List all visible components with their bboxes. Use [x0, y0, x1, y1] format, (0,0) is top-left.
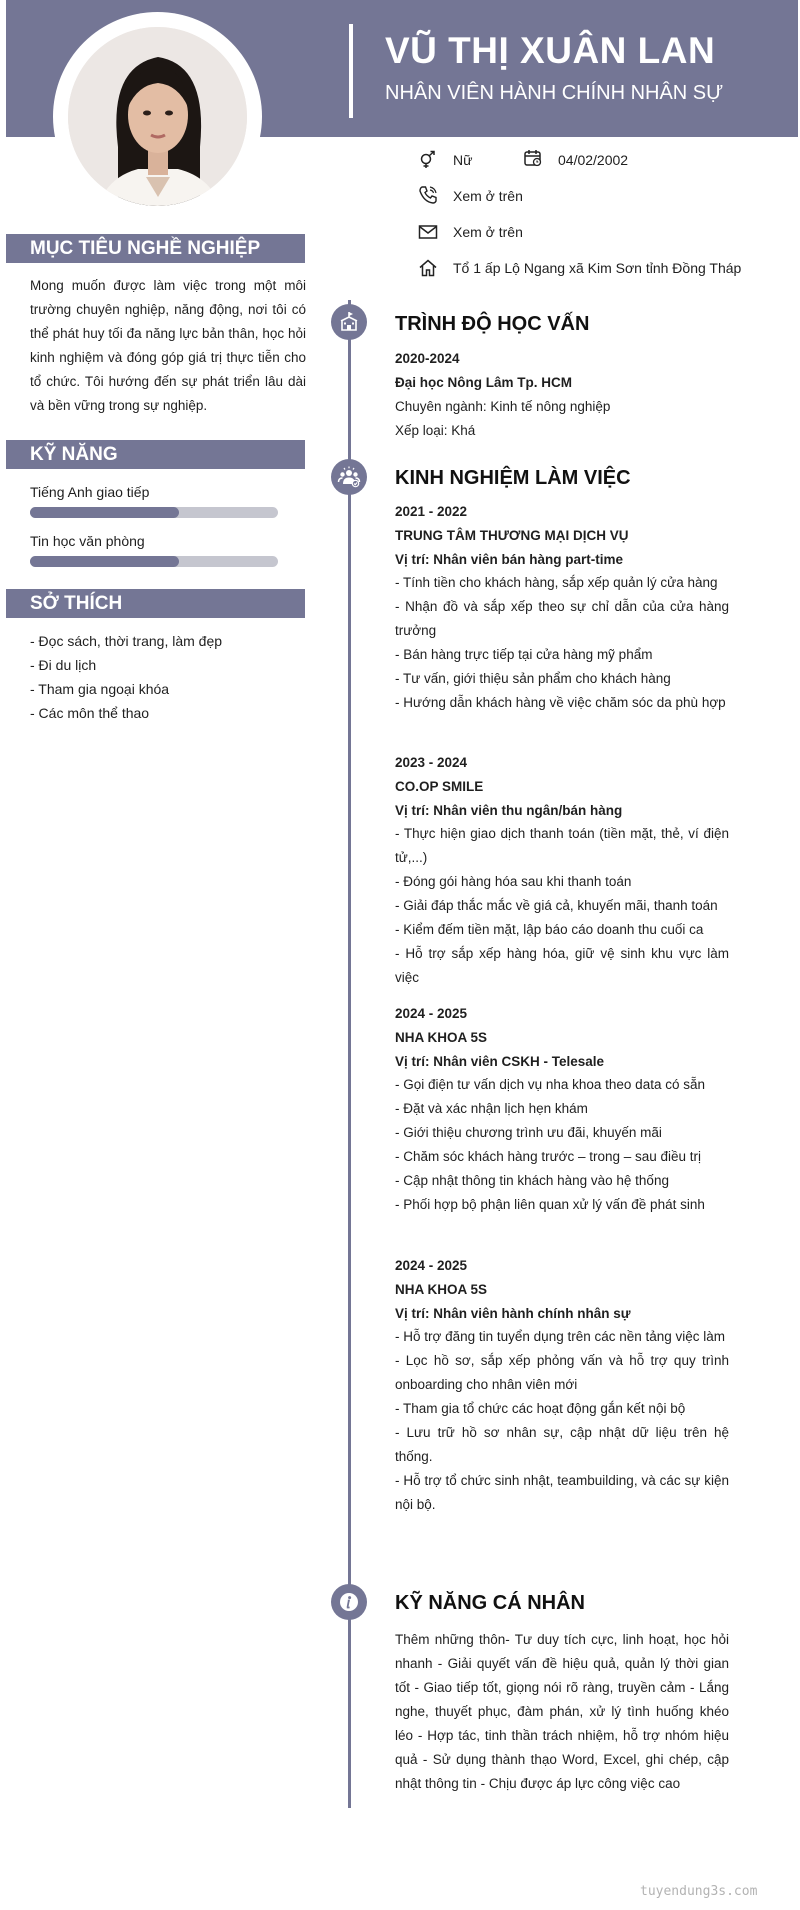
skills-section-title: KỸ NĂNG: [30, 444, 118, 465]
job-task: - Bán hàng trực tiếp tại cửa hàng mỹ phẩm: [395, 647, 653, 662]
job-position: Vị trí: Nhân viên hành chính nhân sự: [395, 1306, 631, 1321]
skills-section-bar: [6, 440, 305, 469]
experience-title: KINH NGHIỆM LÀM VIỆC: [395, 467, 631, 489]
watermark: tuyendung3s.com: [640, 1884, 758, 1899]
email-text: Xem ở trên: [453, 224, 523, 240]
avatar: [68, 27, 247, 206]
timeline-line: [348, 300, 351, 1808]
job-task: - Tính tiền cho khách hàng, sắp xếp quản lý cửa hàng: [395, 575, 718, 590]
mail-icon: [418, 222, 438, 242]
address-text: Tổ 1 ấp Lộ Ngang xã Kim Sơn tỉnh Đồng Tháp: [453, 260, 742, 276]
candidate-role: NHÂN VIÊN HÀNH CHÍNH NHÂN SỰ: [385, 82, 724, 104]
job-period: 2023 - 2024: [395, 755, 468, 770]
personal-skills-text: Thêm những thôn- Tư duy tích cực, linh hoạt, học hỏi nhanh - Giải quyết vấn đề hiệu quả, quản lý thời gian tốt - Giao tiếp tốt, giọng nói rõ ràng, truyền cảm - Lắng nghe, thuyết phục, đàm phán, xử lý tình huống khéo léo - Hợp tác, tinh thần trách nhiệm, hỗ trợ nhóm hiệu quả - Sử dụng thành thạo Word, Excel, ghi chép, cập nhật thông tin - Chịu được áp lực công việc cao: [395, 1632, 729, 1791]
job-position: Vị trí: Nhân viên bán hàng part-time: [395, 552, 624, 567]
hobby-item: - Tham gia ngoại khóa: [30, 681, 170, 697]
job-task: - Lọc hồ sơ, sắp xếp phỏng vấn và hỗ trợ quy trình onboarding cho nhân viên mới: [395, 1353, 729, 1392]
job-tasks: [395, 1073, 729, 1217]
job-company: NHA KHOA 5S: [395, 1282, 488, 1297]
goal-section-title: MỤC TIÊU NGHỀ NGHIỆP: [30, 238, 261, 259]
skill-bar: [30, 507, 278, 518]
job-task: - Lưu trữ hồ sơ nhân sự, cập nhật dữ liệu trên hệ thống.: [395, 1425, 729, 1464]
education-title: TRÌNH ĐỘ HỌC VẤN: [395, 313, 590, 335]
job-task: - Nhận đồ và sắp xếp theo sự chỉ dẫn của cửa hàng trưởng: [395, 599, 729, 638]
job-period: 2021 - 2022: [395, 504, 468, 519]
skill-bar-fill: [30, 507, 179, 518]
job-task: - Hướng dẫn khách hàng về việc chăm sóc da phù hợp: [395, 695, 726, 710]
job-task: - Chăm sóc khách hàng trước – trong – sau điều trị: [395, 1149, 702, 1164]
skill-bar-fill: [30, 556, 179, 567]
job-company: TRUNG TÂM THƯƠNG MẠI DỊCH VỤ: [395, 528, 629, 543]
job-task: - Hỗ trợ tổ chức sinh nhật, teambuilding, và các sự kiện nội bộ.: [395, 1473, 729, 1512]
phone-text: Xem ở trên: [453, 188, 523, 204]
job-task: - Phối hợp bộ phận liên quan xử lý vấn đề phát sinh: [395, 1197, 705, 1212]
education-school: Đại học Nông Lâm Tp. HCM: [395, 375, 572, 390]
job-period: 2024 - 2025: [395, 1006, 468, 1021]
hobby-item: - Đọc sách, thời trang, làm đẹp: [30, 633, 223, 649]
job-task: - Tham gia tổ chức các hoạt động gắn kết nội bộ: [395, 1401, 686, 1416]
home-icon: [418, 258, 438, 278]
job-position: Vị trí: Nhân viên CSKH - Telesale: [395, 1054, 605, 1069]
job-tasks: [395, 822, 729, 990]
job-task: - Thực hiện giao dịch thanh toán (tiền mặt, thẻ, ví điện tử,...): [395, 826, 729, 865]
job-task: - Giới thiệu chương trình ưu đãi, khuyến mãi: [395, 1125, 662, 1140]
job-tasks: [395, 571, 729, 715]
job-company: NHA KHOA 5S: [395, 1030, 488, 1045]
hobby-item: - Đi du lịch: [30, 657, 97, 673]
education-major: Chuyên ngành: Kinh tế nông nghiệp: [395, 399, 611, 414]
calendar-icon: [523, 148, 543, 168]
job-task: - Kiểm đếm tiền mặt, lập báo cáo doanh thu cuối ca: [395, 922, 704, 937]
goal-section-bar: [6, 234, 305, 263]
birthday-text: 04/02/2002: [558, 152, 629, 168]
gender-text: Nữ: [453, 152, 473, 168]
job-task: - Hỗ trợ sắp xếp hàng hóa, giữ vệ sinh khu vực làm việc: [395, 946, 729, 985]
portrait-image: [68, 27, 247, 206]
job-tasks: [395, 1325, 729, 1517]
job-task: - Hỗ trợ đăng tin tuyển dụng trên các nền tảng việc làm: [395, 1329, 726, 1344]
job-company: CO.OP SMILE: [395, 779, 484, 794]
job-task: - Gọi điện tư vấn dịch vụ nha khoa theo data có sẵn: [395, 1077, 705, 1092]
skill-label: Tin học văn phòng: [30, 533, 145, 549]
job-task: - Đóng gói hàng hóa sau khi thanh toán: [395, 874, 632, 889]
job-task: - Đặt và xác nhận lịch hẹn khám: [395, 1101, 588, 1116]
skill-bar: [30, 556, 278, 567]
personal-skills-title: KỸ NĂNG CÁ NHÂN: [395, 1592, 585, 1614]
education-grade: Xếp loại: Khá: [395, 423, 476, 438]
header-divider: [349, 24, 353, 118]
goal-text: Mong muốn được làm việc trong một môi trường chuyên nghiệp, năng động, nơi tôi có thể phát huy tối đa năng lực bản thân, học hỏi kinh nghiệm và đóng góp giá trị thực tiễn cho tổ chức. Tôi hướng đến sự phát triển lâu dài và bền vững trong sự nghiệp.: [30, 278, 306, 413]
gender-icon: [418, 150, 438, 170]
job-period: 2024 - 2025: [395, 1258, 468, 1273]
skill-label: Tiếng Anh giao tiếp: [30, 484, 150, 500]
job-task: - Tư vấn, giới thiệu sản phẩm cho khách hàng: [395, 671, 671, 686]
candidate-name: VŨ THỊ XUÂN LAN: [385, 30, 716, 71]
job-position: Vị trí: Nhân viên thu ngân/bán hàng: [395, 803, 623, 818]
education-period: 2020-2024: [395, 351, 460, 366]
hobbies-section-title: SỞ THÍCH: [30, 593, 123, 614]
job-task: - Cập nhật thông tin khách hàng vào hệ thống: [395, 1173, 669, 1188]
hobby-item: - Các môn thể thao: [30, 705, 150, 721]
phone-icon: [418, 185, 438, 205]
school-icon: [331, 304, 367, 340]
hobbies-section-bar: [6, 589, 305, 618]
job-task: - Giải đáp thắc mắc về giá cả, khuyến mãi, thanh toán: [395, 898, 718, 913]
team-icon: [331, 459, 367, 495]
info-icon: [331, 1584, 367, 1620]
